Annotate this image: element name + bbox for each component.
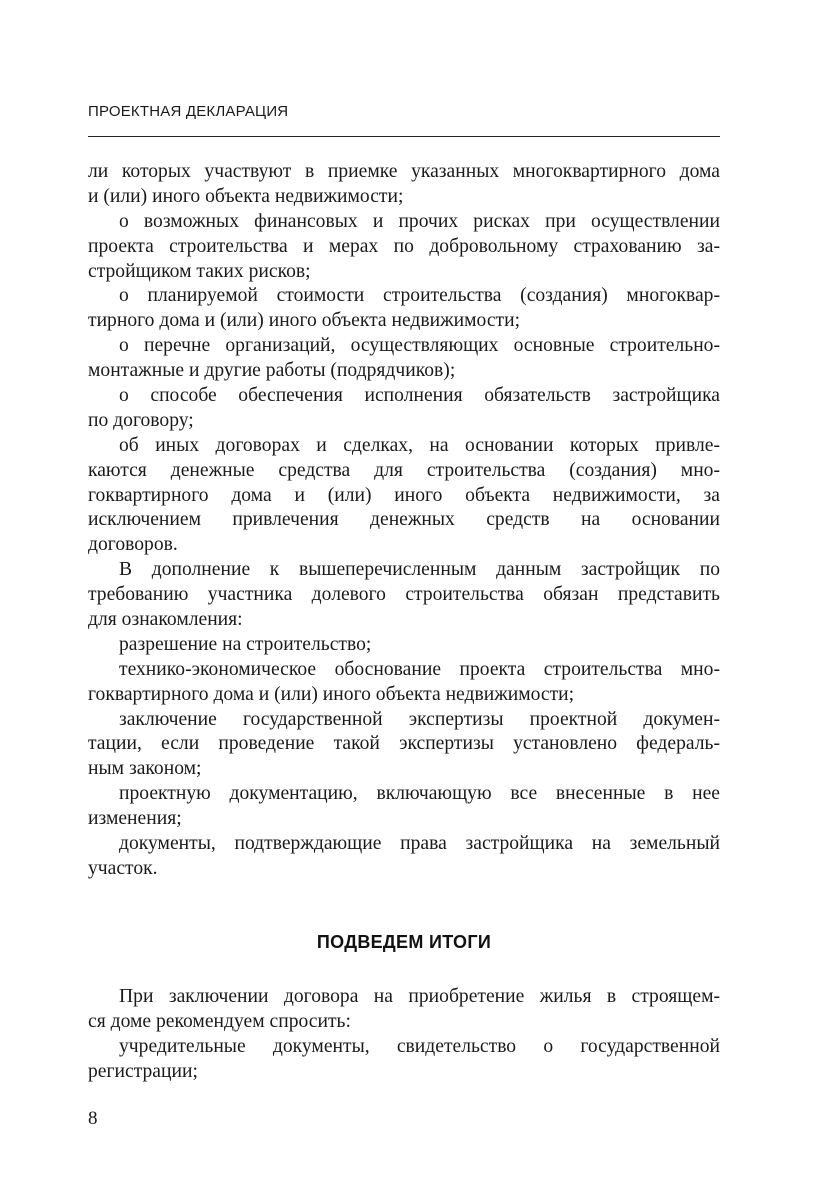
text-line: документы, подтверждающие права застройщика на земельный bbox=[119, 833, 720, 855]
running-title: ПРОЕКТНАЯ ДЕКЛАРАЦИЯ bbox=[88, 103, 289, 120]
text-line: об иных договорах и сделках, на основании которых привле- bbox=[119, 434, 720, 456]
section-heading: ПОДВЕДЕМ ИТОГИ bbox=[316, 932, 492, 952]
text-line: заключение государственной экспертизы проектной докумен- bbox=[119, 708, 720, 730]
text-line: по договору; bbox=[88, 409, 194, 431]
text-line: стройщиком таких рисков; bbox=[88, 260, 311, 282]
header-rule bbox=[88, 136, 720, 137]
text-line: тации, если проведение такой экспертизы установлено федераль- bbox=[88, 733, 720, 755]
text-line: участок. bbox=[88, 857, 158, 879]
text-line: каются денежные средства для строительства (создания) мно- bbox=[88, 459, 720, 481]
text-line: исключением привлечения денежных средств на основании bbox=[88, 509, 720, 531]
text-line: о планируемой стоимости строительства (создания) многоквар- bbox=[119, 285, 720, 307]
text-line: тирного дома и (или) иного объекта недвижимости; bbox=[88, 310, 521, 332]
text-line: технико-экономическое обоснование проекта строительства мно- bbox=[119, 658, 720, 680]
text-line: о перечне организаций, осуществляющих основные строительно- bbox=[119, 335, 720, 357]
text-line: ли которых участвуют в приемке указанных многоквартирного дома bbox=[88, 161, 720, 182]
text-line: изменения; bbox=[88, 808, 182, 830]
text-line: В дополнение к вышеперечисленным данным застройщик по bbox=[119, 559, 720, 581]
text-line: учредительные документы, свидетельство о государственной bbox=[119, 1035, 720, 1057]
summary-text-block bbox=[88, 985, 720, 1085]
text-line: гоквартирного дома и (или) иного объекта недвижимости, за bbox=[88, 484, 720, 506]
text-line: договоров. bbox=[88, 534, 178, 556]
text-line: ным законом; bbox=[88, 758, 202, 780]
text-line: о способе обеспечения исполнения обязательств застройщика bbox=[119, 385, 720, 407]
page-number: 8 bbox=[88, 1108, 98, 1129]
text-line: монтажные и другие работы (подрядчиков); bbox=[88, 360, 456, 382]
text-line: регистрации; bbox=[88, 1060, 198, 1082]
text-line: гоквартирного дома и (или) иного объекта недвижимости; bbox=[88, 683, 575, 705]
text-line: При заключении договора на приобретение жилья в строящем- bbox=[119, 986, 720, 1007]
text-line: проектную документацию, включающую все внесенные в нее bbox=[119, 783, 720, 805]
text-line: и (или) иного объекта недвижимости; bbox=[88, 185, 404, 207]
main-text-block bbox=[88, 160, 720, 882]
text-line: проекта строительства и мерах по добровольному страхованию за- bbox=[88, 235, 720, 257]
text-line: для ознакомления: bbox=[88, 609, 243, 631]
text-line: требованию участника долевого строительства обязан представить bbox=[88, 584, 720, 606]
text-line: ся доме рекомендуем спросить: bbox=[88, 1010, 351, 1032]
text-line: о возможных финансовых и прочих рисках при осуществлении bbox=[119, 210, 720, 232]
text-line: разрешение на строительство; bbox=[119, 633, 372, 655]
